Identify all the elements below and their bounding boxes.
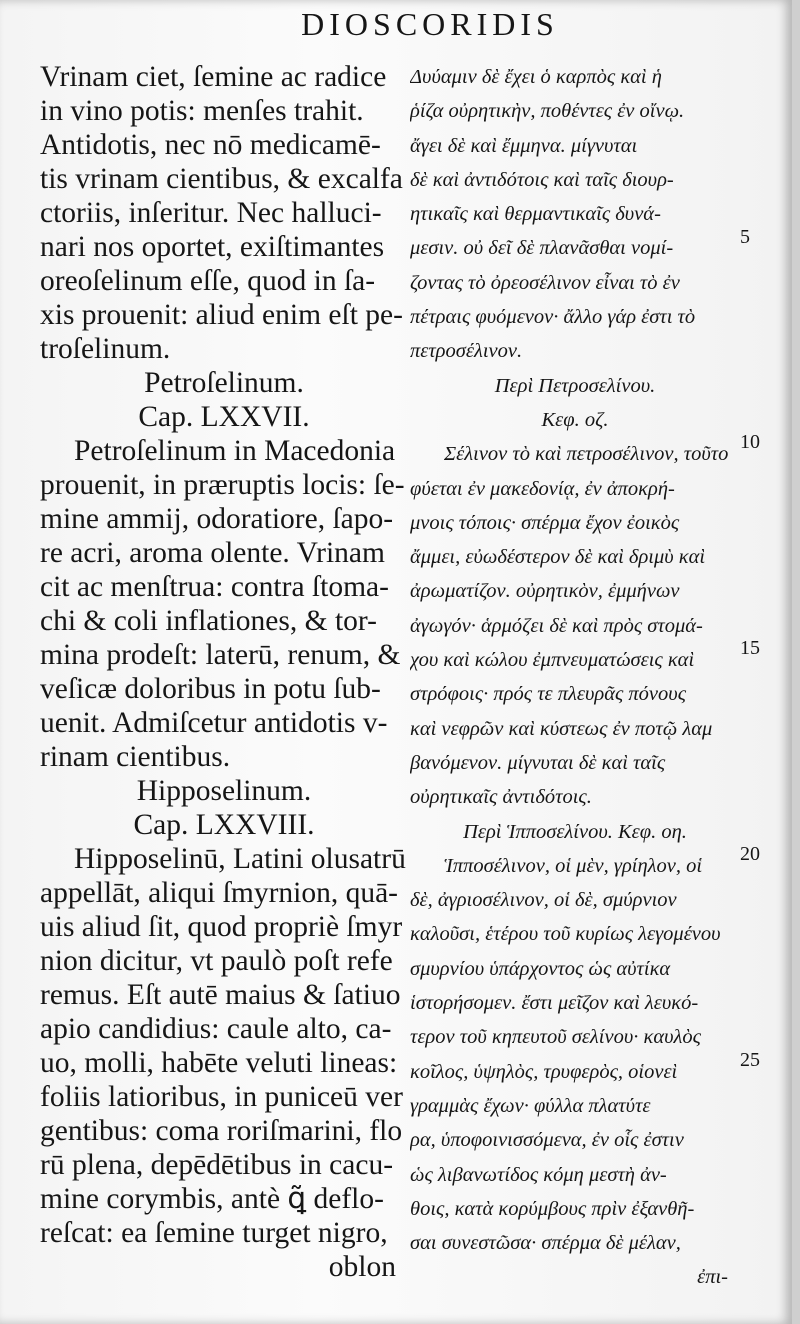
- latin-text-line: Hipposelinum.: [136, 775, 312, 807]
- latin-text-line: ctoriis, inſeritur. Nec halluci-: [40, 197, 382, 229]
- latin-text-line: oreoſelinum eſſe, quod in ſa-: [40, 265, 376, 297]
- greek-text-line: σμυρνίου ὑπάρχοντος ὡς αὐτίκα: [410, 957, 671, 980]
- latin-text-line: uis aliud ſit, quod propriè ſmyr: [40, 911, 403, 943]
- latin-text-line: Cap. LXXVII.: [138, 401, 310, 433]
- greek-text-line: μνοις τόποις· σπέρμα ἔχον ἐοικὸς: [410, 511, 680, 534]
- latin-text-line: Petroſelinum in Macedonia: [74, 435, 396, 467]
- greek-text-line: Ἱπποσέλινον, οἱ μὲν, γρίηλον, οἱ: [444, 854, 703, 877]
- line-number-margin: [740, 0, 790, 1324]
- latin-text-line: apio candidius: caule alto, ca-: [40, 1013, 392, 1045]
- latin-text-line: mina prodeſt: laterū, renum, &: [40, 639, 401, 671]
- latin-text-line: uenit. Admiſcetur antidotis v-: [40, 707, 388, 739]
- greek-text-line: φύεται ἐν μακεδονίᾳ, ἐν ἀποκρή-: [410, 477, 675, 500]
- greek-text-line: ἀρωματίζον. οὐρητικὸν, ἐμμήνων: [410, 580, 680, 603]
- greek-text-line: καλοῦσι, ἑτέρου τοῦ κυρίως λεγομένου: [410, 923, 721, 946]
- latin-text-line: re acri, aroma olente. Vrinam: [40, 537, 385, 569]
- latin-text-line: prouenit, in præruptis locis: ſe-: [40, 469, 405, 501]
- greek-text-line: δὲ, ἀγριοσέλινον, οἱ δὲ, σμύρνιον: [410, 889, 677, 912]
- latin-text-line: appellāt, aliqui ſmyrnion, quā-: [40, 877, 399, 909]
- latin-text-line: Hipposelinū, Latini olusatrū: [74, 843, 406, 875]
- greek-text-line: ἄμμει, εὐωδέστερον δὲ καὶ δριμὺ καὶ: [410, 546, 706, 569]
- greek-text-line: ἄγει δὲ καὶ ἔμμηνα. μίγνυται: [410, 134, 638, 157]
- greek-text-line: ητικαῖς καὶ θερμαντικαῖς δυνά-: [410, 203, 661, 226]
- greek-text-line: γραμμὰς ἔχων· φύλλα πλατύτε: [410, 1094, 651, 1117]
- greek-text-line: ὡς λιβανωτίδος κόμη μεστὴ ἀν-: [410, 1163, 667, 1186]
- margin-line-number: 5: [740, 225, 750, 248]
- greek-text-line: τερον τοῦ κηπευτοῦ σελίνου· καυλὸς: [410, 1026, 701, 1049]
- greek-text-line: κοῖλος, ὑψηλὸς, τρυφερὸς, οἱονεὶ: [410, 1060, 678, 1083]
- greek-text-line: σαι συνεστῶσα· σπέρμα δὲ μέλαν,: [410, 1232, 681, 1255]
- latin-text-line: in vino potis: menſes trahit.: [40, 95, 364, 127]
- latin-text-line: gentibus: coma roriſmarini, flo: [40, 1115, 403, 1147]
- greek-text-line: βανόμενον. μίγνυται δὲ καὶ ταῖς: [410, 751, 666, 774]
- greek-text-line: χου καὶ κώλου ἐμπνευματώσεις καὶ: [410, 649, 695, 672]
- running-header: DIOSCORIDIS: [301, 6, 559, 42]
- latin-text-line: foliis latioribus, in puniceū ver: [40, 1081, 403, 1113]
- greek-text-line: πέτραις φυόμενον· ἄλλο γάρ ἐστι τὸ: [410, 306, 696, 329]
- margin-line-number: 15: [740, 637, 760, 660]
- page-edge-shadow: [792, 0, 800, 1324]
- greek-text-line: ζοντας τὸ ὀρεοσέλινον εἶναι τὸ ἐν: [410, 271, 680, 294]
- latin-text-line: mine ammij, odoratiore, ſapo-: [40, 503, 394, 535]
- latin-text-line: troſelinum.: [40, 333, 171, 365]
- margin-line-number: 25: [740, 1048, 760, 1071]
- greek-column: [410, 60, 740, 1295]
- latin-text-line: Cap. LXXVIII.: [133, 809, 315, 841]
- greek-text-line: Περὶ Πετροσελίνου.: [494, 374, 656, 397]
- greek-text-line: θοις, κατὰ κορύμβους πρὶν ἐξανθῆ-: [410, 1197, 695, 1220]
- greek-text-line: ἱστορήσομεν. ἔστι μεῖζον καὶ λευκό-: [410, 992, 699, 1015]
- latin-text-line: tis vrinam cientibus, & excalfa: [40, 163, 403, 195]
- greek-text-line: οὐρητικαῖς ἀντιδότοις.: [410, 786, 592, 809]
- greek-text-line: ῥίζα οὐρητικὴν, ποθέντες ἐν οἴνῳ.: [410, 100, 685, 123]
- greek-text-line: στρόφοις· πρός τε πλευρᾶς πόνους: [410, 683, 687, 706]
- latin-text-line: Vrinam ciet, ſemine ac radice: [40, 61, 387, 93]
- margin-line-number: 20: [740, 842, 760, 865]
- greek-text-line: Σέλινον τὸ καὶ πετροσέλινον, τοῦτο: [444, 443, 729, 466]
- latin-text-line: Petroſelinum.: [144, 367, 304, 399]
- greek-text-line: καὶ νεφρῶν καὶ κύστεως ἐν ποτῷ λαμ: [410, 717, 713, 740]
- greek-text-line: Κεφ. οζ.: [541, 408, 609, 431]
- latin-text-line: veſicæ doloribus in potu ſub-: [40, 673, 381, 705]
- latin-text-line: Antidotis, nec nō medicamē-: [40, 129, 381, 161]
- margin-line-number: 10: [740, 431, 760, 454]
- greek-text-line: ἐπι-: [697, 1266, 728, 1289]
- latin-text-line: rinam cientibus.: [40, 741, 231, 773]
- greek-text-line: Περὶ Ἱπποσελίνου. Κεφ. οη.: [463, 820, 687, 843]
- latin-text-line: mine corymbis, antè ꝗ̃ deflo-: [40, 1183, 384, 1215]
- greek-text-line: ρα, ὑποφοινισσόμενα, ἐν οἷς ἐστιν: [410, 1129, 684, 1152]
- latin-text-line: nari nos oportet, exiſtimantes: [40, 231, 385, 263]
- greek-text-line: δὲ καὶ ἀντιδότοις καὶ ταῖς διουρ-: [410, 168, 674, 191]
- latin-text-line: oblon: [328, 1251, 396, 1283]
- greek-text-line: ἀγωγόν· ἁρμόζει δὲ καὶ πρὸς στομά-: [410, 614, 703, 637]
- latin-text-line: cit ac menſtrua: contra ſtoma-: [40, 571, 389, 603]
- greek-text-line: Δυύαμιν δὲ ἔχει ὁ καρπὸς καὶ ἡ: [410, 66, 662, 88]
- greek-text-line: πετροσέλινον.: [410, 340, 523, 363]
- latin-text-line: rū plena, depēdētibus in cacu-: [40, 1149, 394, 1181]
- latin-text-line: nion dicitur, vt paulò poſt refe: [40, 945, 393, 977]
- latin-text-line: chi & coli inflationes, & tor-: [40, 605, 377, 637]
- greek-text-line: μεσιν. οὐ δεῖ δὲ πλανᾶσθαι νομί-: [410, 237, 674, 260]
- latin-text-line: remus. Eſt autē maius & ſatiuo: [40, 979, 401, 1011]
- latin-text-line: reſcat: ea ſemine turget nigro,: [40, 1217, 388, 1249]
- latin-text-line: uo, molli, habēte veluti lineas:: [40, 1047, 398, 1079]
- latin-column: [40, 60, 408, 1284]
- latin-text-line: xis prouenit: aliud enim eſt pe-: [40, 299, 403, 331]
